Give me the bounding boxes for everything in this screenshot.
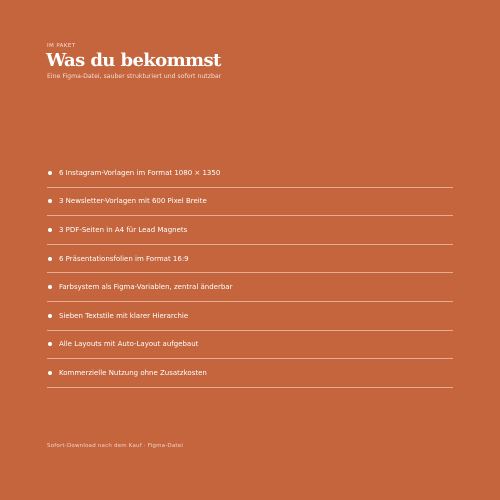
bullet-dot-icon (48, 314, 52, 318)
feature-text: 6 Präsentationsfolien im Format 16:9 (59, 254, 189, 263)
feature-text: 3 Newsletter-Vorlagen mit 600 Pixel Breite (59, 197, 207, 206)
feature-item (47, 159, 453, 188)
bullet-dot-icon (48, 285, 52, 289)
bullet-dot-icon (48, 342, 52, 346)
feature-list (47, 159, 453, 388)
feature-item (47, 331, 453, 360)
eyebrow-label: IM PAKET (47, 43, 76, 49)
page-subtitle: Eine Figma-Datei, sauber strukturiert und sofort nutzbar (47, 73, 222, 80)
bullet-dot-icon (48, 171, 52, 175)
feature-text: Alle Layouts mit Auto-Layout aufgebaut (59, 340, 199, 349)
bullet-dot-icon (48, 371, 52, 375)
feature-text: Sieben Textstile mit klarer Hierarchie (59, 311, 189, 320)
bullet-dot-icon (48, 228, 52, 232)
page-title: Was du bekommst (46, 50, 221, 71)
footer-note: Sofort-Download nach dem Kauf · Figma-Datei (47, 443, 184, 449)
feature-item (47, 273, 453, 302)
feature-item (47, 245, 453, 274)
feature-text: 6 Instagram-Vorlagen im Format 1080 × 1350 (59, 168, 221, 177)
feature-item (47, 302, 453, 331)
feature-item (47, 188, 453, 217)
bullet-dot-icon (48, 257, 52, 261)
feature-text: Kommerzielle Nutzung ohne Zusatzkosten (59, 368, 207, 377)
bullet-dot-icon (48, 199, 52, 203)
feature-item (47, 359, 453, 388)
feature-text: Farbsystem als Figma-Variablen, zentral änderbar (59, 283, 233, 292)
feature-item (47, 216, 453, 245)
feature-text: 3 PDF-Seiten in A4 für Lead Magnets (59, 225, 188, 234)
